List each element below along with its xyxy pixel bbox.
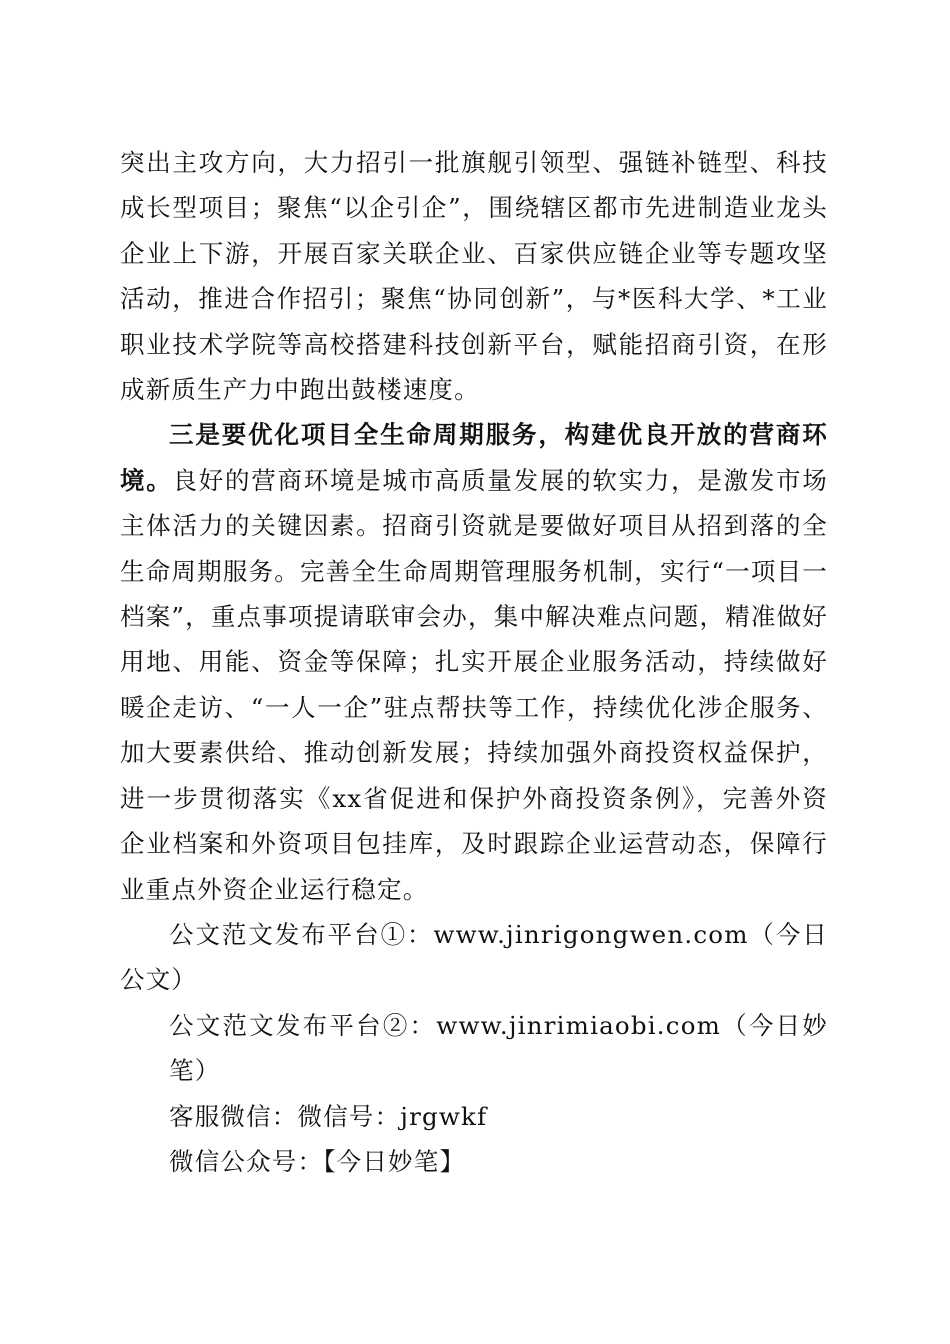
section-3-heading: 三是要优化项目全生命周期服务，构建优良开放的营商环境。 — [120, 420, 828, 495]
paragraph-section-3 — [120, 412, 828, 911]
footer-platform-1: 公文范文发布平台①：www.jinrigongwen.com（今日公文） — [120, 919, 828, 995]
section-3-body: 良好的营商环境是城市高质量发展的软实力，是激发市场主体活力的关键因素。招商引资就是要做好项目从招到落的全生命周期服务。完善全生命周期管理服务机制，实行“一项目一档案”，重点事项提请联审会办，集中解决难点问题，精准做好用地、用能、资金等保障；扎实开展企业服务活动，持续做好暖企走访、“一人一企”驻点帮扶等工作，持续优化涉企服务、加大要素供给、推动创新发展；持续加强外商投资权益保护，进一步贯彻落实《xx省促进和保护外商投资条例》，完善外资企业档案和外资项目包挂库，及时跟踪企业运营动态，保障行业重点外资企业运行稳定。 — [120, 465, 828, 904]
paragraph-continuation: 突出主攻方向，大力招引一批旗舰引领型、强链补链型、科技成长型项目；聚焦“以企引企”，围绕辖区都市先进制造业龙头企业上下游，开展百家关联企业、百家供应链企业等专题攻坚活动，推进合作招引；聚焦“协同创新”，与*医科大学、*工业职业技术学院等高校搭建科技创新平台，赋能招商引资，在形成新质生产力中跑出鼓楼速度。 — [120, 148, 828, 405]
footer-customer-service: 客服微信：微信号：jrgwkf — [169, 1101, 488, 1131]
document-body — [120, 140, 828, 1184]
footer-official-account: 微信公众号：【今日妙笔】 — [169, 1146, 466, 1176]
footer-platform-2: 公文范文发布平台②：www.jinrimiaobi.com（今日妙笔） — [169, 1010, 828, 1086]
